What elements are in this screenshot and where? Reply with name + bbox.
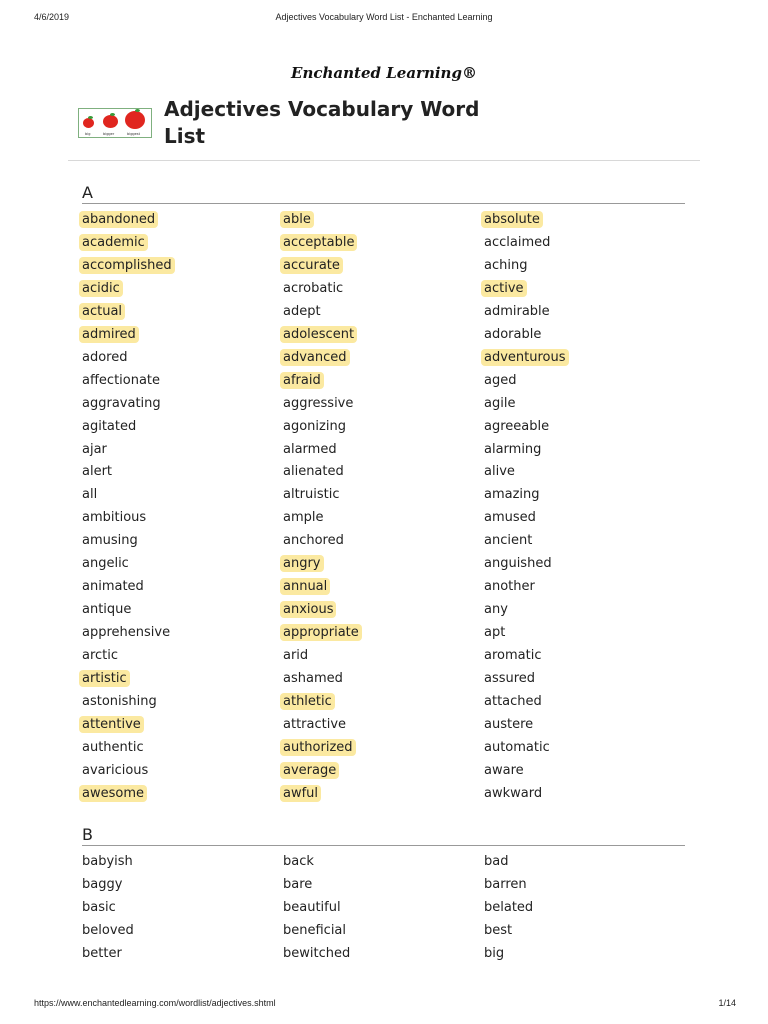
word-link[interactable]: acceptable <box>280 234 357 251</box>
word-link[interactable]: athletic <box>280 693 335 710</box>
word-link[interactable]: appropriate <box>280 624 362 641</box>
word-link[interactable]: another <box>484 579 535 595</box>
word-link[interactable]: arctic <box>82 648 119 664</box>
word-link[interactable]: authorized <box>280 739 356 756</box>
word-link[interactable]: acclaimed <box>484 234 551 250</box>
word-link[interactable]: big <box>484 945 505 961</box>
word-link[interactable]: antique <box>82 602 132 618</box>
word-link[interactable]: alarmed <box>283 441 337 457</box>
word-link[interactable]: artistic <box>79 670 130 687</box>
word-link[interactable]: admired <box>79 326 139 343</box>
word-link[interactable]: beneficial <box>283 922 347 938</box>
page-title: Adjectives Vocabulary Word List <box>164 97 480 148</box>
word-link[interactable]: awkward <box>484 785 543 801</box>
word-link[interactable]: adventurous <box>481 349 569 366</box>
word-link[interactable]: actual <box>79 303 125 320</box>
word-link[interactable]: agitated <box>82 418 137 434</box>
word-link[interactable]: amused <box>484 510 536 526</box>
word-link[interactable]: aggressive <box>283 395 354 411</box>
word-link[interactable]: aching <box>484 257 528 273</box>
word-link[interactable]: acrobatic <box>283 280 344 296</box>
word-link[interactable]: accomplished <box>79 257 175 274</box>
word-link[interactable]: agonizing <box>283 418 346 434</box>
print-header <box>0 12 768 32</box>
word-link[interactable]: baggy <box>82 876 123 892</box>
word-link[interactable]: apt <box>484 625 506 641</box>
word-link[interactable]: alarming <box>484 441 542 457</box>
word-link[interactable]: absolute <box>481 211 543 228</box>
word-link[interactable]: ancient <box>484 533 533 549</box>
word-link[interactable]: active <box>481 280 527 297</box>
word-link[interactable]: bad <box>484 854 509 869</box>
word-link[interactable]: basic <box>82 899 116 915</box>
word-link[interactable]: ashamed <box>283 671 343 686</box>
word-link[interactable]: beloved <box>82 922 134 938</box>
word-link[interactable]: apprehensive <box>82 625 171 641</box>
word-link[interactable]: assured <box>484 671 536 686</box>
word-link[interactable]: bewitched <box>283 945 351 961</box>
word-link[interactable]: avaricious <box>82 762 149 778</box>
word-link[interactable]: austere <box>484 716 534 732</box>
logo-caption: big <box>85 132 91 136</box>
word-link[interactable]: anguished <box>484 556 552 572</box>
logo-caption: bigger <box>103 132 115 136</box>
word-link[interactable]: attentive <box>79 716 144 733</box>
word-link[interactable]: amazing <box>484 487 540 503</box>
word-link[interactable]: awesome <box>79 785 147 802</box>
word-link[interactable]: astonishing <box>82 693 157 709</box>
word-link[interactable]: adolescent <box>280 326 357 343</box>
title-divider <box>68 160 700 161</box>
logo-caption: biggest <box>127 132 140 136</box>
word-link[interactable]: automatic <box>484 739 550 755</box>
word-link[interactable]: arid <box>283 648 309 664</box>
word-link[interactable]: belated <box>484 899 534 915</box>
print-footer <box>0 998 768 1018</box>
word-link[interactable]: advanced <box>280 349 350 366</box>
word-link[interactable]: anxious <box>280 601 336 618</box>
apple-medium-icon <box>103 115 118 128</box>
word-link[interactable]: angry <box>280 555 324 572</box>
print-url: https://www.enchantedlearning.com/wordlist/adjectives.shtml <box>34 998 276 1008</box>
word-link[interactable]: beautiful <box>283 899 341 915</box>
word-link[interactable]: aromatic <box>484 648 542 664</box>
apple-large-icon <box>125 111 145 129</box>
word-link[interactable]: alienated <box>283 464 344 480</box>
brand-name[interactable]: Enchanted Learning® <box>291 64 477 82</box>
word-link[interactable]: adored <box>82 349 128 365</box>
word-link[interactable]: average <box>280 762 339 779</box>
print-date: 4/6/2019 <box>34 12 70 22</box>
section-divider <box>82 845 685 846</box>
word-link[interactable]: all <box>82 487 98 503</box>
word-link[interactable]: affectionate <box>82 372 161 388</box>
word-link[interactable]: admirable <box>484 303 550 319</box>
word-link[interactable]: altruistic <box>283 487 340 503</box>
apples-logo <box>78 108 152 138</box>
section-letter-a: A <box>82 183 93 202</box>
word-link[interactable]: agile <box>484 395 516 411</box>
word-link[interactable]: back <box>283 854 314 869</box>
word-link[interactable]: attached <box>484 693 542 709</box>
word-link[interactable]: attractive <box>283 716 347 732</box>
section-letter-b: B <box>82 825 93 844</box>
word-link[interactable]: better <box>82 945 122 961</box>
word-link[interactable]: aware <box>484 762 524 778</box>
word-link[interactable]: alert <box>82 464 113 480</box>
print-page-title: Adjectives Vocabulary Word List - Enchanted Learning <box>275 12 493 22</box>
word-link[interactable]: authentic <box>82 739 144 755</box>
word-link[interactable]: afraid <box>280 372 324 389</box>
word-link[interactable]: alive <box>484 464 515 480</box>
word-link[interactable]: annual <box>280 578 330 595</box>
word-link[interactable]: academic <box>79 234 148 251</box>
word-link[interactable]: best <box>484 922 513 938</box>
word-link[interactable]: agreeable <box>484 418 550 434</box>
word-link[interactable]: animated <box>82 579 144 595</box>
word-link[interactable]: ajar <box>82 441 107 457</box>
word-link[interactable]: any <box>484 602 508 618</box>
word-link[interactable]: acidic <box>79 280 123 297</box>
word-link[interactable]: angelic <box>82 556 129 572</box>
word-link[interactable]: accurate <box>280 257 343 274</box>
word-link[interactable]: adorable <box>484 326 542 342</box>
word-link[interactable]: abandoned <box>79 211 158 228</box>
word-link[interactable]: able <box>280 211 314 228</box>
print-page-number: 1/14 <box>718 998 736 1008</box>
apple-small-icon <box>83 118 94 128</box>
word-link[interactable]: barren <box>484 876 527 892</box>
word-link[interactable]: bare <box>283 876 313 892</box>
word-link[interactable]: awful <box>280 785 321 802</box>
word-link[interactable]: anchored <box>283 533 344 549</box>
word-link[interactable]: aggravating <box>82 395 161 411</box>
word-link[interactable]: adept <box>283 303 321 319</box>
word-link[interactable]: ambitious <box>82 510 147 526</box>
word-link[interactable]: babyish <box>82 854 133 869</box>
word-link[interactable]: amusing <box>82 533 138 549</box>
word-link[interactable]: ample <box>283 510 324 526</box>
word-link[interactable]: aged <box>484 372 517 388</box>
section-divider <box>82 203 685 204</box>
